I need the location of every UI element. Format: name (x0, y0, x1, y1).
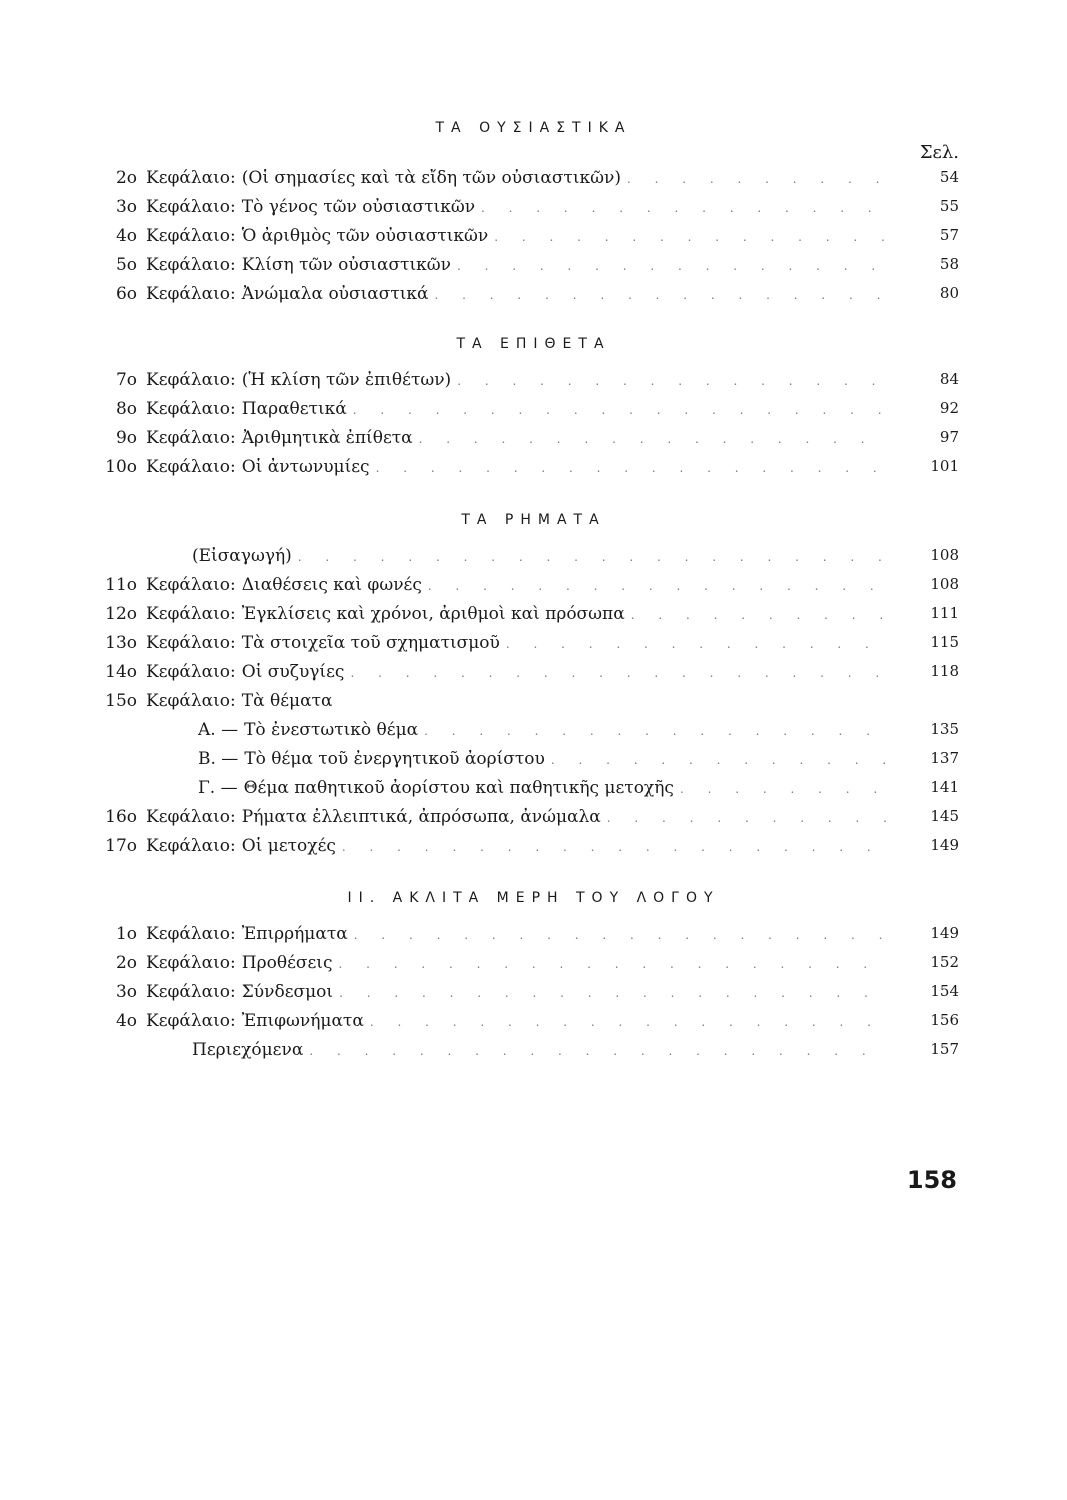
dot-leader (435, 288, 889, 302)
chapter-label: Κεφάλαιο: (146, 807, 236, 827)
dot-leader (457, 374, 889, 388)
toc-entry (0, 226, 1067, 252)
toc-entry (0, 807, 1067, 833)
dot-leader (338, 957, 889, 971)
chapter-number: 3ο (115, 197, 137, 217)
toc-subentry (0, 778, 1067, 804)
page-number: 80 (939, 284, 959, 302)
chapter-label: Κεφάλαιο: (146, 836, 236, 856)
chapter-number: 5ο (115, 255, 137, 275)
toc-entry (0, 953, 1067, 979)
chapter-label: Κεφάλαιο: (146, 197, 236, 217)
chapter-number: 13ο (105, 633, 137, 653)
page-number: 108 (930, 575, 959, 593)
toc-entry (0, 457, 1067, 483)
page-number: 57 (939, 226, 959, 244)
chapter-label: Κεφάλαιο: (146, 575, 236, 595)
dot-leader (339, 986, 889, 1000)
page-number: 141 (930, 778, 959, 796)
dot-leader (353, 403, 889, 417)
dot-leader (428, 579, 889, 593)
page-number: 156 (930, 1011, 959, 1029)
toc-entry (0, 428, 1067, 454)
chapter-title: Ἐγκλίσεις καὶ χρόνοι, ἀριθμοὶ καὶ πρόσωπα (241, 604, 625, 624)
dot-leader (506, 637, 889, 651)
chapter-number: 3ο (115, 982, 137, 1002)
chapter-label: Κεφάλαιο: (146, 399, 236, 419)
chapter-label: Κεφάλαιο: (146, 633, 236, 653)
chapter-title: Παραθετικά (241, 399, 347, 419)
chapter-label: Κεφάλαιο: (146, 924, 236, 944)
chapter-number: 4ο (115, 226, 137, 246)
toc-subentry (0, 720, 1067, 746)
dot-leader (424, 724, 889, 738)
dot-leader (354, 928, 889, 942)
toc-entry (0, 982, 1067, 1008)
subentry-title: Τὸ ἐνεστωτικὸ θέμα (244, 720, 419, 740)
chapter-label: Κεφάλαιο: (146, 604, 236, 624)
toc-subentry (0, 749, 1067, 775)
dot-leader (481, 201, 889, 215)
page-number: 135 (930, 720, 959, 738)
chapter-title: Οἱ μετοχές (241, 836, 336, 856)
chapter-title: Ἐπιρρήματα (241, 924, 348, 944)
page-number: 58 (939, 255, 959, 273)
toc-entry (0, 604, 1067, 630)
section-title-indeclinables: ΙΙ. ΑΚΛΙΤΑ ΜΕΡΗ ΤΟΥ ΛΟΓΟΥ (347, 890, 720, 906)
page-number: 54 (939, 168, 959, 186)
subentry-label: Α. — (198, 720, 239, 740)
chapter-title: Ἀνώμαλα οὐσιαστικά (241, 284, 429, 304)
chapter-label: Κεφάλαιο: (146, 168, 236, 188)
page-number: 101 (930, 457, 959, 475)
chapter-number: 8ο (115, 399, 137, 419)
subentry-title: Θέμα παθητικοῦ ἀορίστου καὶ παθητικῆς μετοχῆς (243, 778, 674, 798)
dot-leader (607, 811, 889, 825)
page-number: 154 (930, 982, 959, 1000)
dot-leader (551, 753, 889, 767)
page-number: 55 (939, 197, 959, 215)
subentry-title: Τὸ θέμα τοῦ ἐνεργητικοῦ ἀορίστου (244, 749, 545, 769)
chapter-number: 15ο (105, 691, 137, 711)
toc-entry (0, 836, 1067, 862)
chapter-title: Τὰ στοιχεῖα τοῦ σχηματισμοῦ (241, 633, 500, 653)
dot-leader (309, 1044, 889, 1058)
dot-leader (627, 172, 889, 186)
dot-leader (419, 432, 889, 446)
chapter-title: Σύνδεσμοι (241, 982, 334, 1002)
chapter-label: Κεφάλαιο: (146, 284, 236, 304)
chapter-number: 4ο (115, 1011, 137, 1031)
chapter-number: 11ο (105, 575, 137, 595)
page-number: 145 (930, 807, 959, 825)
chapter-number: 9ο (115, 428, 137, 448)
dot-leader (342, 840, 889, 854)
page-number: 149 (930, 836, 959, 854)
toc-entry (0, 399, 1067, 425)
toc-entry (0, 924, 1067, 950)
section-title-verbs: ΤΑ ΡΗΜΑΤΑ (461, 512, 606, 528)
toc-entry (0, 546, 1067, 572)
subentry-label: Β. — (198, 749, 239, 769)
page-number: 115 (930, 633, 959, 651)
chapter-title: (Οἱ σημασίες καὶ τὰ εἴδη τῶν οὐσιαστικῶν) (241, 168, 621, 188)
section-title-adjectives: ΤΑ ΕΠΙΘΕΤΑ (456, 336, 611, 352)
subentry-label: Γ. — (198, 778, 238, 798)
chapter-number: 6ο (115, 284, 137, 304)
chapter-title: Διαθέσεις καὶ φωνές (241, 575, 422, 595)
page-number: 149 (930, 924, 959, 942)
page-number: 97 (939, 428, 959, 446)
chapter-number: 12ο (105, 604, 137, 624)
dot-leader (376, 461, 889, 475)
toc-entry (0, 662, 1067, 688)
dot-leader (298, 550, 889, 564)
toc-entry (0, 255, 1067, 281)
chapter-label: Κεφάλαιο: (146, 255, 236, 275)
chapter-title: Ἐπιφωνήματα (241, 1011, 364, 1031)
chapter-label: Κεφάλαιο: (146, 662, 236, 682)
page-number: 152 (930, 953, 959, 971)
chapter-title: Τὸ γένος τῶν οὐσιαστικῶν (241, 197, 476, 217)
page-number: 118 (930, 662, 959, 680)
chapter-label: Κεφάλαιο: (146, 428, 236, 448)
chapter-title: Περιεχόμενα (192, 1040, 304, 1060)
chapter-number: 2ο (115, 953, 137, 973)
section-title-nouns: ΤΑ ΟΥΣΙΑΣΤΙΚΑ (435, 120, 632, 136)
toc-entry (0, 284, 1067, 310)
page-number: 157 (930, 1040, 959, 1058)
chapter-label: Κεφάλαιο: (146, 457, 236, 477)
chapter-title: Οἱ συζυγίες (241, 662, 345, 682)
chapter-number: 14ο (105, 662, 137, 682)
toc-entry (0, 633, 1067, 659)
dot-leader (457, 259, 889, 273)
chapter-title: Κλίση τῶν οὐσιαστικῶν (241, 255, 451, 275)
chapter-number: 2ο (115, 168, 137, 188)
dot-leader (680, 782, 889, 796)
chapter-label: Κεφάλαιο: (146, 982, 236, 1002)
chapter-number: 1ο (115, 924, 137, 944)
chapter-title: Ἀριθμητικὰ ἐπίθετα (241, 428, 413, 448)
toc-entry (0, 168, 1067, 194)
chapter-title: Τὰ θέματα (241, 691, 333, 711)
page-column-header: Σελ. (919, 142, 959, 163)
chapter-title: (Εἰσαγωγή) (192, 546, 292, 566)
dot-leader (631, 608, 889, 622)
chapter-label: Κεφάλαιο: (146, 691, 236, 711)
chapter-title: (Ἡ κλίση τῶν ἐπιθέτων) (241, 370, 452, 390)
page-folio: 158 (906, 1166, 957, 1194)
page-number: 111 (930, 604, 959, 622)
toc-entry (0, 691, 1067, 717)
dot-leader (370, 1015, 889, 1029)
toc-entry (0, 575, 1067, 601)
page-number: 108 (930, 546, 959, 564)
chapter-number: 16ο (105, 807, 137, 827)
chapter-title: Οἱ ἀντωνυμίες (241, 457, 370, 477)
chapter-title: Προθέσεις (241, 953, 333, 973)
toc-entry (0, 1040, 1067, 1066)
chapter-number: 7ο (115, 370, 137, 390)
dot-leader (350, 666, 889, 680)
chapter-label: Κεφάλαιο: (146, 226, 236, 246)
chapter-label: Κεφάλαιο: (146, 953, 236, 973)
toc-entry (0, 370, 1067, 396)
page-number: 84 (939, 370, 959, 388)
page-number: 92 (939, 399, 959, 417)
chapter-label: Κεφάλαιο: (146, 1011, 236, 1031)
chapter-title: Ρήματα ἐλλειπτικά, ἀπρόσωπα, ἀνώμαλα (241, 807, 601, 827)
dot-leader (494, 230, 889, 244)
toc-entry (0, 197, 1067, 223)
page-number: 137 (930, 749, 959, 767)
chapter-label: Κεφάλαιο: (146, 370, 236, 390)
chapter-number: 10ο (105, 457, 137, 477)
chapter-number: 17ο (105, 836, 137, 856)
toc-entry (0, 1011, 1067, 1037)
chapter-title: Ὁ ἀριθμὸς τῶν οὐσιαστικῶν (241, 226, 489, 246)
